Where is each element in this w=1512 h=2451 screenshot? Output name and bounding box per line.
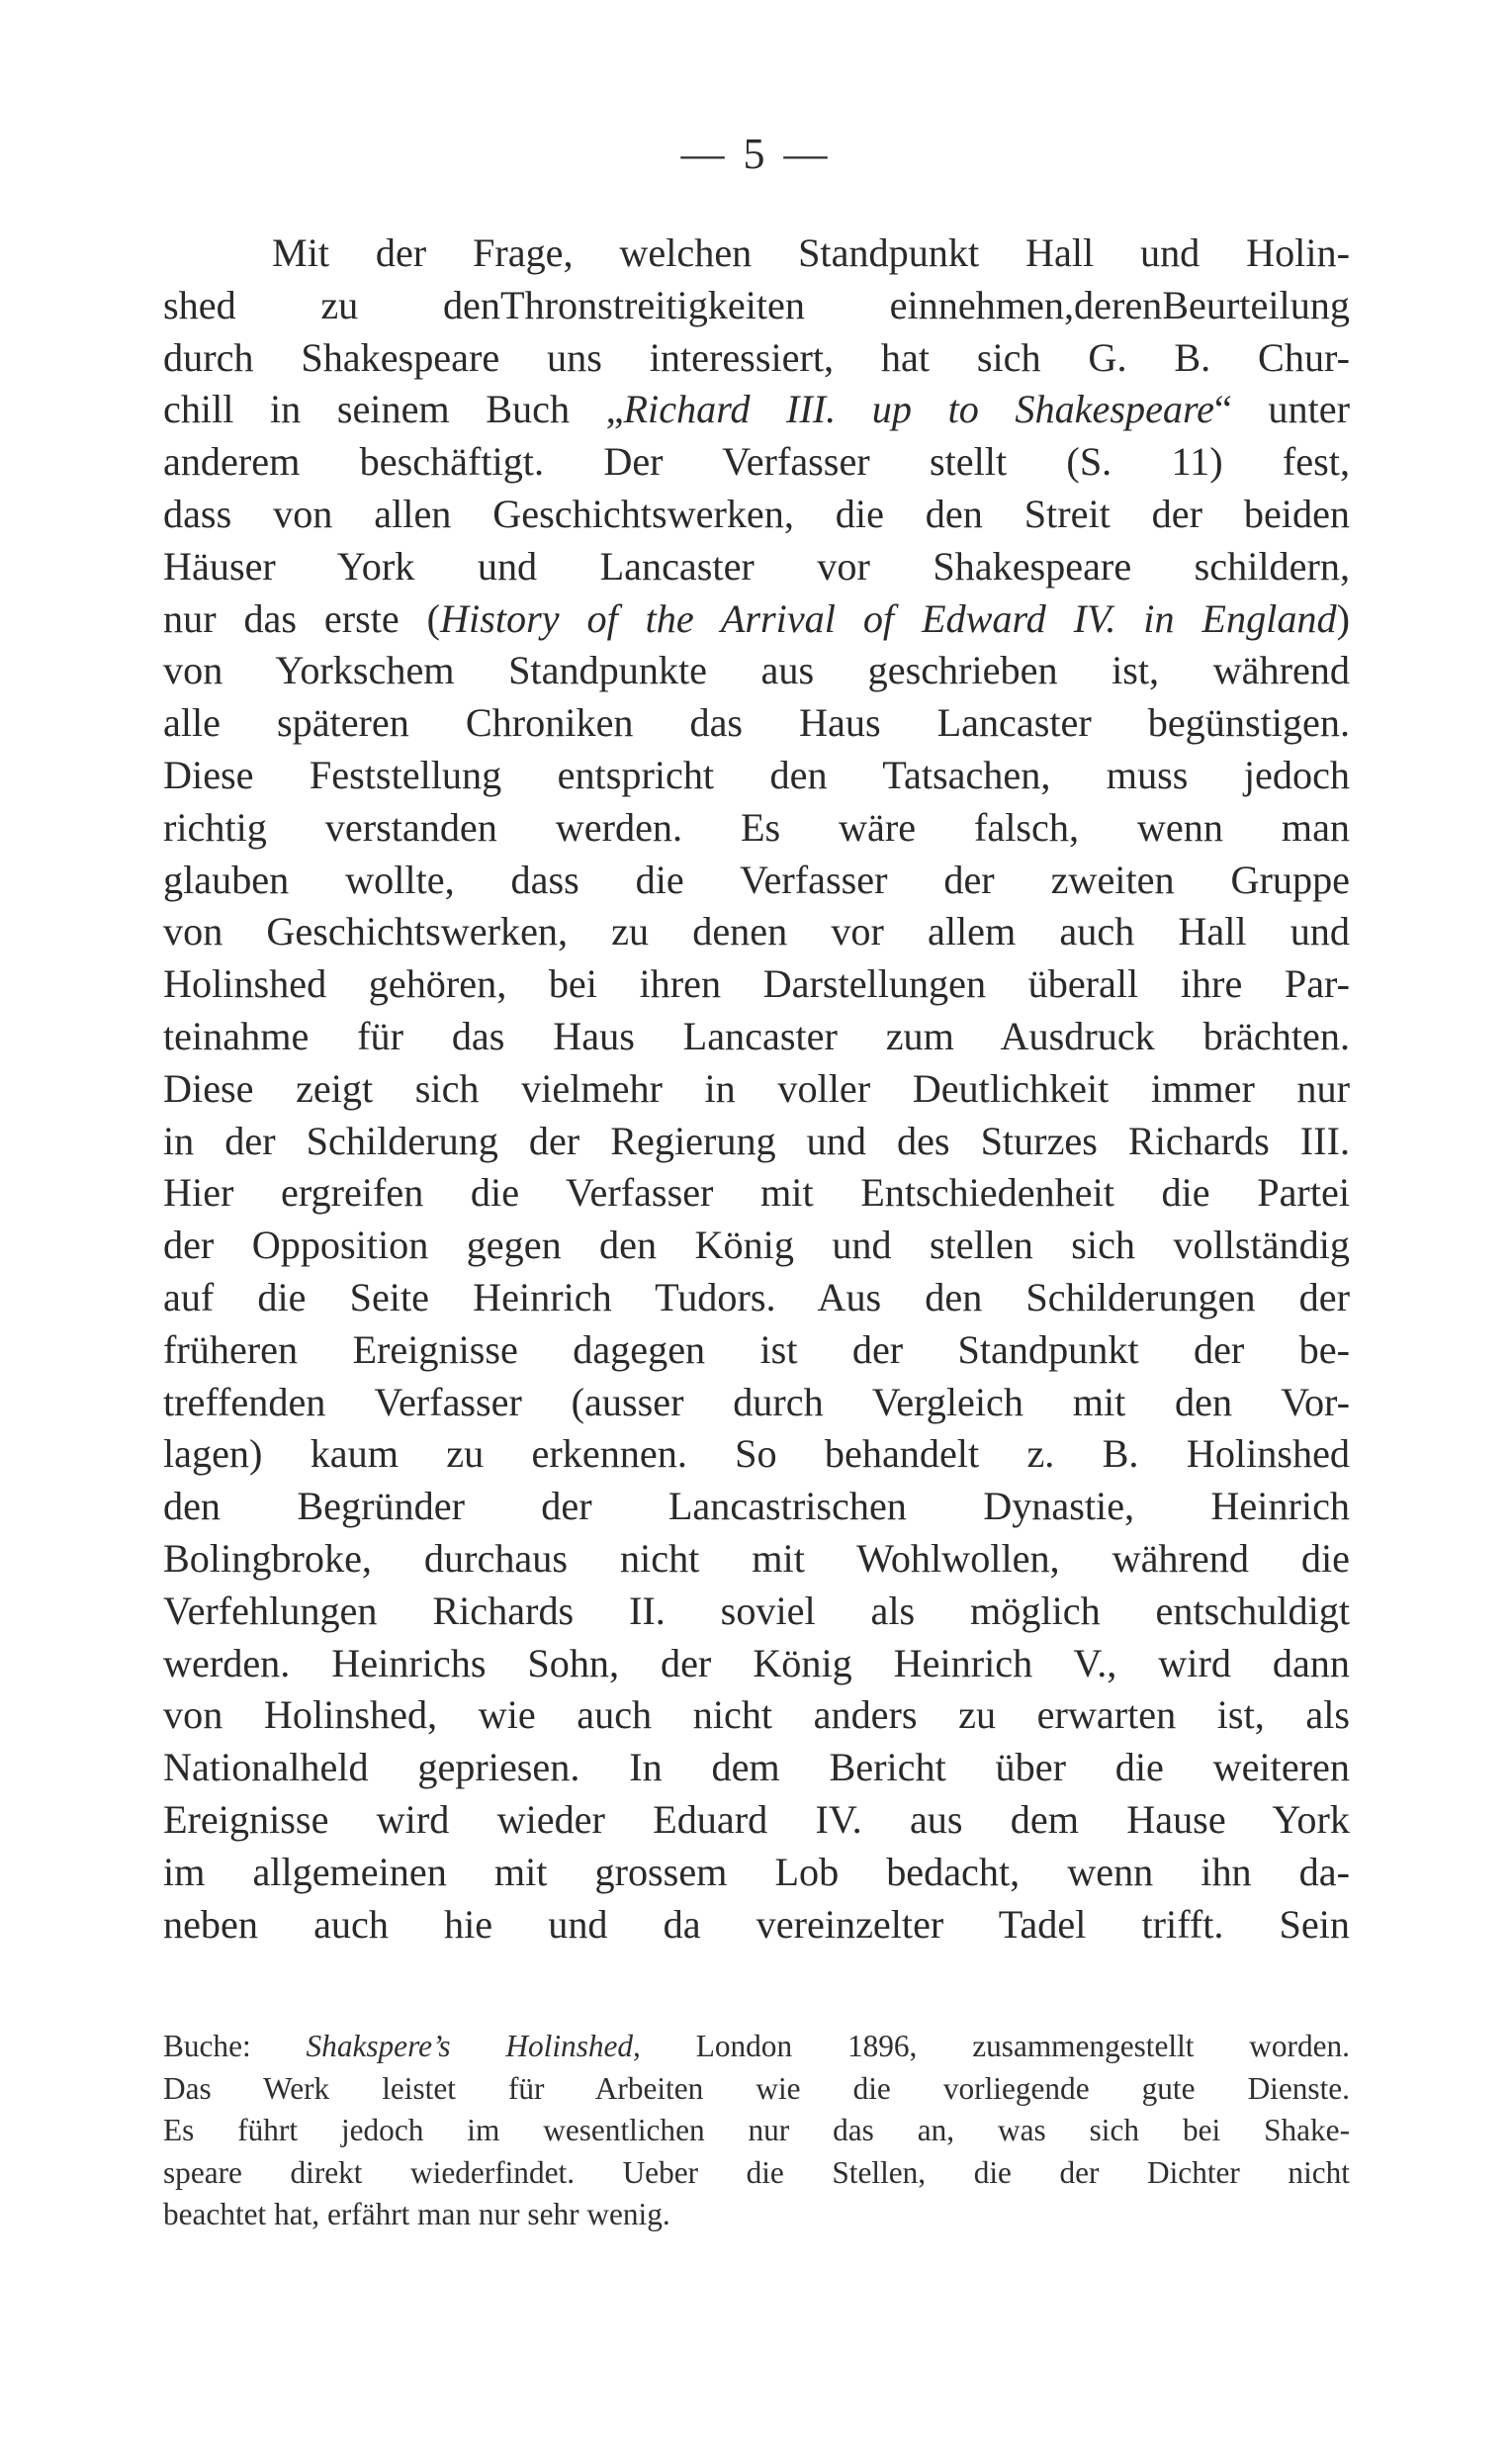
body-line: im allgemeinen mit grossem Lob bedacht, wenn ihn da- [163,1849,1350,1894]
book-title: Shakspere’s Holinshed, [306,2029,641,2063]
body-line: der Opposition gegen den König und stellen sich vollständig [163,1223,1350,1268]
text-segment: ) [1336,595,1350,641]
body-line: von Holinshed, wie auch nicht anders zu erwarten ist, als [163,1692,1350,1738]
body-line: richtig verstanden werden. Es wäre falsch, wenn man [163,804,1350,850]
body-line: durch Shakespeare uns interessiert, hat sich G. B. Chur- [163,334,1350,380]
body-line: auf die Seite Heinrich Tudors. Aus den Schilderungen der [163,1274,1350,1319]
body-line: Mit der Frage, welchen Standpunkt Hall und Holin- [272,230,1350,275]
body-line: Verfehlungen Richards II. soviel als möglich entschuldigt [163,1588,1350,1633]
text-segment: London 1896, zusammengestellt worden. [640,2029,1350,2063]
body-line: Häuser York und Lancaster vor Shakespeare schildern, [163,543,1350,589]
body-line: teinahme für das Haus Lancaster zum Ausdruck brächten. [163,1013,1350,1058]
body-line: werden. Heinrichs Sohn, der König Heinrich V., wird dann [163,1640,1350,1685]
footnote-line-with-title [163,2026,1350,2068]
footnote-line: Es führt jedoch im wesentlichen nur das an, was sich bei Shake- [163,2113,1350,2147]
body-line: treffenden Verfasser (ausser durch Vergleich mit den Vor- [163,1379,1350,1424]
footnote-line: beachtet hat, erfährt man nur sehr wenig. [163,2197,670,2231]
body-line: alle späteren Chroniken das Haus Lancaster begünstigen. [163,700,1350,746]
body-line: Hier ergreifen die Verfasser mit Entschiedenheit die Partei [163,1170,1350,1216]
body-line: Bolingbroke, durchaus nicht mit Wohlwollen, während die [163,1535,1350,1581]
body-line: Diese Feststellung entspricht den Tatsachen, muss jedoch [163,752,1350,797]
body-line: Diese zeigt sich vielmehr in voller Deutlichkeit immer nur [163,1065,1350,1111]
body-line: Ereignisse wird wieder Eduard IV. aus dem Hause York [163,1796,1350,1842]
body-line: Holinshed gehören, bei ihren Darstellungen überall ihre Par- [163,961,1350,1007]
body-line: lagen) kaum zu erkennen. So behandelt z. B. Holinshed [163,1431,1350,1477]
body-line-with-title [163,593,1350,646]
body-line: anderem beschäftigt. Der Verfasser stellt (S. 11) fest, [163,439,1350,485]
body-line-with-title [163,384,1350,436]
book-title: History of the Arrival of Edward IV. in England [440,595,1337,641]
body-line: neben auch hie und da vereinzelter Tadel trifft. Sein [163,1901,1350,1947]
body-line: von Yorkschem Standpunkte aus geschrieben ist, während [163,648,1350,693]
footnote-line: Das Werk leistet für Arbeiten wie die vorliegende gute Dienste. [163,2070,1350,2106]
body-line: dass von allen Geschichtswerken, die den Streit der beiden [163,491,1350,536]
book-title: Richard III. up to Shakespeare [623,387,1215,432]
body-line: Nationalheld gepriesen. In dem Bericht über die weiteren [163,1745,1350,1790]
text-segment: “ unter [1214,387,1350,432]
footnote-line: speare direkt wiederfindet. Ueber die Stellen, die der Dichter nicht [163,2154,1350,2190]
body-line: shed zu denThronstreitigkeiten einnehmen,derenBeurteilung [163,282,1350,327]
body-line: den Begründer der Lancastrischen Dynastie, Heinrich [163,1484,1350,1529]
main-text [163,227,1350,1951]
footnote [163,2026,1350,2236]
body-line: glauben wollte, dass die Verfasser der zweiten Gruppe [163,857,1350,902]
body-line: von Geschichtswerken, zu denen vor allem auch Hall und [163,909,1350,954]
text-segment: chill in seinem Buch „ [163,387,624,432]
body-line: früheren Ereignisse dagegen ist der Standpunkt der be- [163,1326,1350,1372]
page-number: — 5 — [680,130,832,178]
text-segment: nur das erste ( [163,595,441,641]
text-segment: Buche: [163,2029,307,2063]
body-line: in der Schilderung der Regierung und des Sturzes Richards III. [163,1118,1350,1163]
